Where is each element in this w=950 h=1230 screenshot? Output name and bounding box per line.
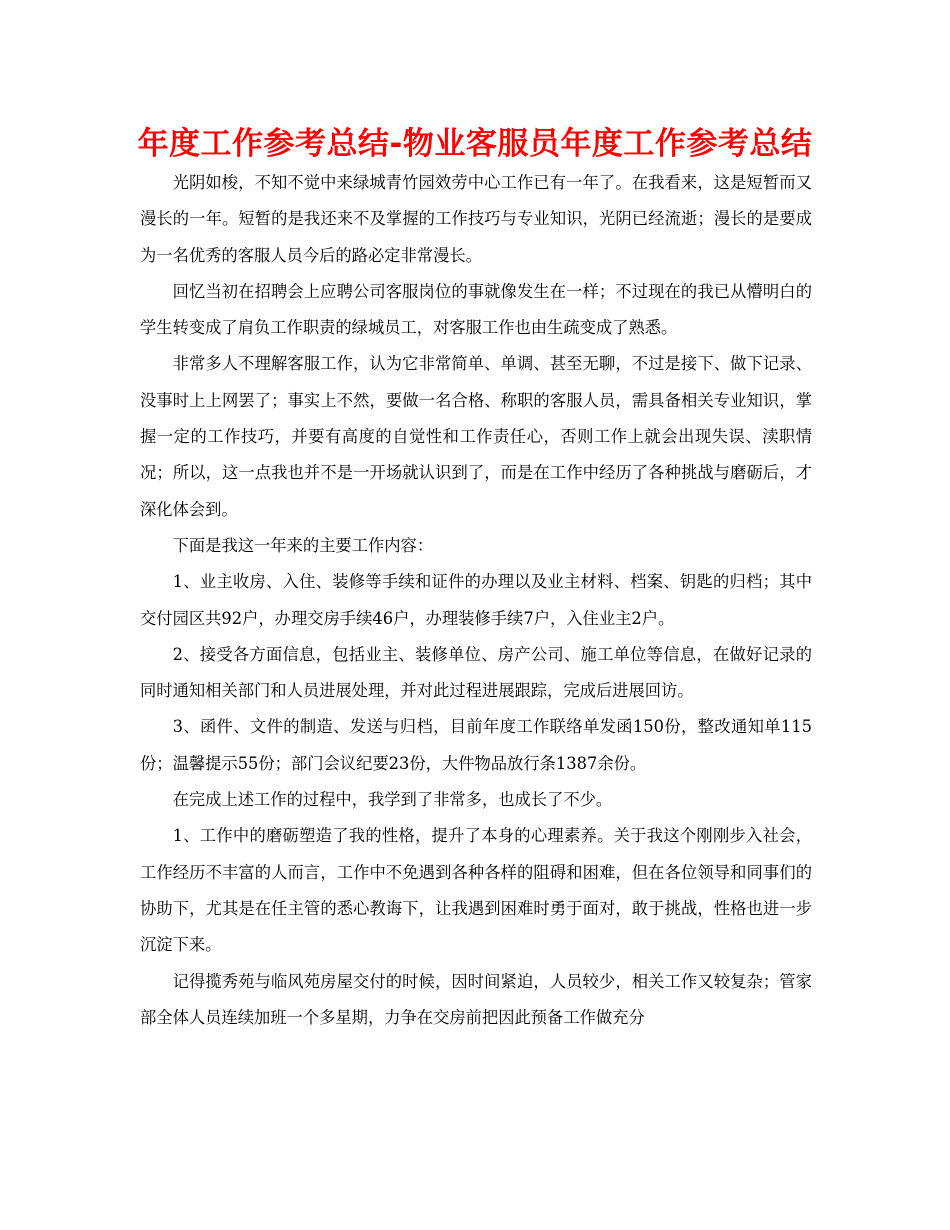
document-body <box>140 165 812 1036</box>
paragraph-misunderstanding: 非常多人不理解客服工作，认为它非常简单、单调、甚至无聊，不过是接下、做下记录、没事时上上网罢了；事实上不然，要做一名合格、称职的客服人员，需具备相关专业知识，掌握一定的工作技巧，并要有高度的自觉性和工作责任心，否则工作上就会出现失误、渎职情况；所以，这一点我也并不是一开场就认识到了，而是在工作中经历了各种挑战与磨砺后，才深化体会到。 <box>140 354 812 519</box>
document-title: 年度工作参考总结-物业客服员年度工作参考总结 <box>137 126 813 162</box>
paragraph-work-item-2: 2、接受各方面信息，包括业主、装修单位、房产公司、施工单位等信息，在做好记录的同时通知相关部门和人员进展处理，并对此过程进展跟踪，完成后进展回访。 <box>140 644 812 701</box>
paragraph-work-item-1: 1、业主收房、入住、装修等手续和证件的办理以及业主材料、档案、钥匙的归档；其中交付园区共92户，办理交房手续46户，办理装修手续7户，入住业主2户。 <box>140 572 812 628</box>
paragraph-intro: 光阴如梭，不知不觉中来绿城青竹园效劳中心工作已有一年了。在我看来，这是短暂而又漫长的一年。短暂的是我还来不及掌握的工作技巧与专业知识，光阴已经流逝；漫长的是要成为一名优秀的客服人员今后的路必定非常漫长。 <box>140 173 812 265</box>
paragraph-work-content-heading: 下面是我这一年来的主要工作内容： <box>172 535 434 555</box>
paragraph-growth-item-1: 1、工作中的磨砺塑造了我的性格，提升了本身的心理素养。关于我这个刚刚步入社会，工作经历不丰富的人而言，工作中不免遇到各种各样的阻碍和困难，但在各位领导和同事们的协助下，尤其是在任主管的悉心教诲下，让我遇到困难时勇于面对，敢于挑战，性格也进一步沉淀下来。 <box>140 826 812 955</box>
paragraph-recall: 回忆当初在招聘会上应聘公司客服岗位的事就像发生在一样；不过现在的我已从懵明白的学生转变成了肩负工作职责的绿城员工，对客服工作也由生疏变成了熟悉。 <box>140 281 812 338</box>
paragraph-work-item-3: 3、函件、文件的制造、发送与归档，目前年度工作联络单发函150份，整改通知单115份；温馨提示55份；部门会议纪要23份，大件物品放行条1387余份。 <box>140 717 812 773</box>
paragraph-delivery-memory: 记得揽秀苑与临风苑房屋交付的时候，因时间紧迫，人员较少，相关工作又较复杂；管家部全体人员连续加班一个多星期，力争在交房前把因此预备工作做充分 <box>140 971 812 1027</box>
paragraph-learned: 在完成上述工作的过程中，我学到了非常多，也成长了不少。 <box>172 790 613 810</box>
